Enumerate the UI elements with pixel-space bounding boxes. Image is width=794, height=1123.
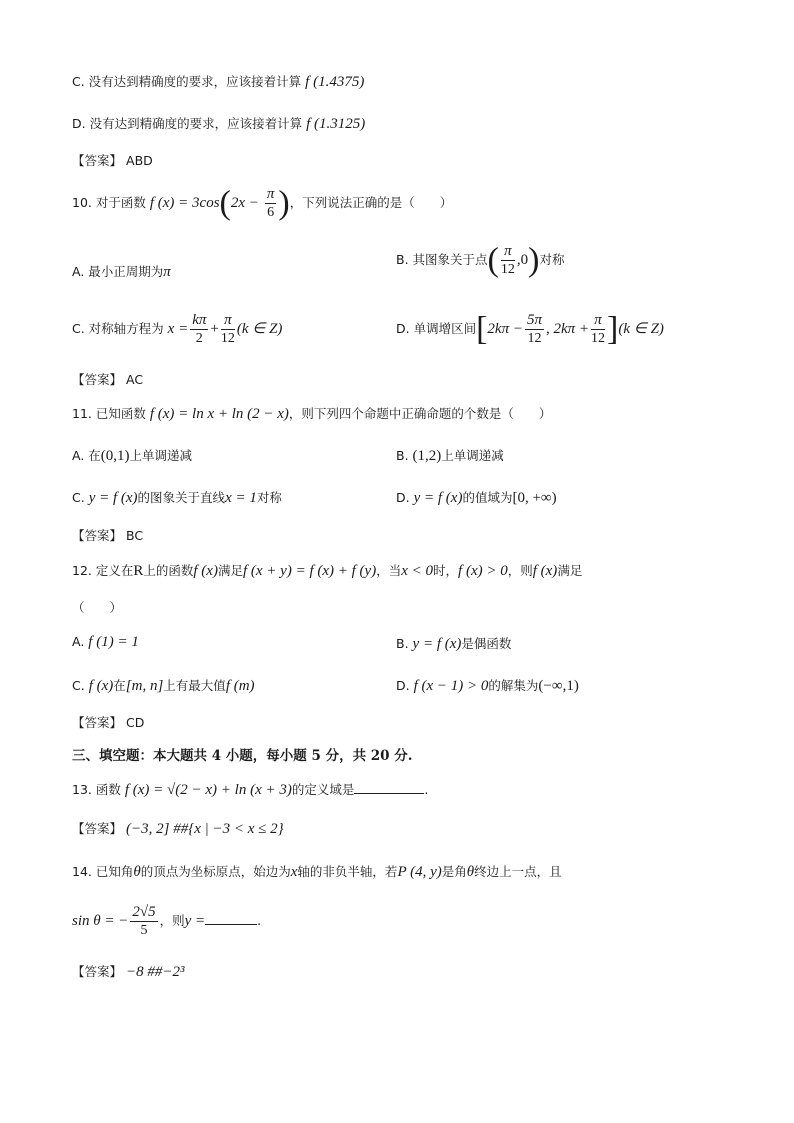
q14-stem-text: 的顶点为坐标原点，始边为 [140,864,291,879]
q14-text: ，则 [159,913,185,928]
q12-stem-math: f (x) [532,563,558,579]
option-math: [m, n] [125,678,164,694]
q9-option-c-text: C. 没有达到精确度的要求，应该接着计算 [72,74,302,89]
q14-stem-math: θ [133,864,141,880]
option-text: C. [72,490,85,505]
q10-option-c [72,312,282,347]
option-math: x = 1 [225,490,257,506]
fraction-denominator: 2 [195,331,203,346]
q14-answer [72,962,185,981]
fraction-denominator: 12 [500,262,515,277]
q12-stem-text: 满足 [217,563,243,578]
option-text: D. [396,490,410,505]
fraction-numerator: kπ [192,312,207,328]
q11-option-b [396,446,504,465]
option-text: 对称 [256,490,282,505]
q14-stem-text: 终边上一点，且 [474,864,562,879]
fraction-denominator: 5 [140,923,148,938]
q10-stem-math: 2x − [230,195,259,211]
bracket-right: ] [607,310,619,348]
answer-label: 【答案】 [72,964,123,979]
bracket-left: [ [476,310,488,348]
option-math: (−∞,1) [538,678,579,694]
option-text: D. 单调增区间 [396,321,477,336]
option-math: y = f (x) [413,490,463,506]
q9-option-c-math: f (1.4375) [305,74,365,90]
fraction-denominator: 6 [267,205,275,220]
q12-stem-math: f (x) [193,563,218,579]
q14-math: sin θ = − [72,913,129,929]
q13-stem-text: . [424,782,429,797]
answer-value: −8 ##−2³ [126,964,185,980]
paren-right: ) [278,184,290,222]
q12-stem-text: 时， [433,563,459,578]
q10-stem-math: f (x) = 3cos [149,195,220,211]
option-text: 上单调递减 [441,448,504,463]
q11-stem-text: 11. 已知函数 [72,406,146,421]
paren-left: ( [219,184,231,222]
option-text: 对称 [539,252,565,267]
option-text: A. [72,634,85,649]
section-heading [72,744,412,764]
q11-option-d [396,488,557,507]
q9-option-d-math: f (1.3125) [306,116,366,132]
answer-label: 【答案】 [72,528,123,543]
q12-option-d [396,676,579,695]
option-text: A. 在 [72,448,101,463]
q11-option-a [72,446,192,465]
q9-option-d-text: D. 没有达到精确度的要求，应该接着计算 [72,116,303,131]
fraction-denominator: 12 [220,331,235,346]
q10-stem [72,186,452,221]
q14-stem-math: x [290,864,298,880]
answer-value: CD [126,715,145,730]
q12-paren [72,598,122,616]
q13-stem-text: 13. 函数 [72,782,121,797]
q11-stem-math: f (x) = ln x + ln (2 − x) [149,406,289,422]
option-text: 的值域为 [462,490,513,505]
q14-stem [72,862,562,881]
q12-stem-text: 满足 [557,563,583,578]
q13-stem-text: 的定义域是 [291,782,355,797]
fraction-numerator: 5π [526,312,542,328]
q13-stem-math: f (x) = √(2 − x) + ln (x + 3) [124,782,292,798]
fraction [501,243,515,278]
option-math: (k ∈ Z) [618,321,664,337]
q13-answer [72,819,284,838]
q9-option-d [72,114,365,133]
answer-label: 【答案】 [72,715,123,730]
q14-stem-math: P (4, y) [397,864,442,880]
option-math: 2kπ − [487,321,523,337]
fraction-numerator: π [221,312,235,330]
paren-right: ) [528,241,540,279]
q12-option-a [72,634,139,651]
paren-left: ( [487,241,499,279]
option-math: f (m) [225,678,255,694]
option-math: (1,2) [412,448,442,464]
option-text: 的图象关于直线 [137,490,226,505]
section-title: 三、填空题：本大题共 4 小题，每小题 5 分，共 20 分. [72,748,413,764]
q14-stem-text: 14. 已知角 [72,864,134,879]
fraction [190,312,208,347]
answer-label: 【答案】 [72,153,123,168]
q14-stem-text: 轴的非负半轴，若 [297,864,398,879]
fraction-denominator: 12 [527,331,542,346]
option-text: 上单调递减 [129,448,193,463]
q12-stem-text: ，当 [376,563,402,578]
option-text: B. 其图象关于点 [396,252,488,267]
option-math: (0,1) [100,448,130,464]
option-text: 在 [113,678,126,693]
answer-value: ABD [126,153,153,168]
fraction-denominator: 12 [591,331,606,346]
option-math: f (1) = 1 [88,634,139,650]
q11-option-c [72,488,282,507]
q9-option-c [72,72,364,91]
option-text: C. [72,678,85,693]
fraction [591,312,605,347]
fraction [525,312,544,347]
q14-text: . [257,913,262,928]
option-text: 的解集为 [488,678,539,693]
q12-stem [72,561,582,580]
q14-stem-text: 是角 [441,864,467,879]
q10-option-b [396,243,564,278]
option-text: 是偶函数 [461,636,512,651]
q10-answer [72,370,143,388]
option-math: f (x − 1) > 0 [413,678,489,694]
q11-stem-text: ，则下列四个命题中正确命题的个数是（ ） [288,406,552,421]
q10-option-d [396,312,664,347]
fraction [221,312,235,347]
option-math: y = f (x) [88,490,138,506]
fraction [265,186,277,221]
option-math: , 2kπ + [545,321,590,337]
option-math: [0, +∞) [512,490,557,506]
q12-stem-text: 12. 定义在 [72,563,134,578]
q11-answer [72,526,143,544]
q13-stem [72,780,428,799]
q11-stem [72,404,551,423]
q9-answer [72,151,153,169]
option-math: x = [167,321,189,337]
q12-stem-text: 上的函数 [143,563,194,578]
fraction-numerator: 2√5 [132,904,156,920]
q14-line2 [72,904,261,939]
answer-paren: （ ） [72,600,123,615]
q10-stem-text: 10. 对于函数 [72,195,146,210]
fraction [130,904,157,939]
answer-value: AC [126,372,144,387]
q14-stem-math: θ [466,864,475,880]
q12-option-c [72,676,255,695]
q12-answer [72,713,144,731]
fraction-numerator: π [501,243,515,261]
option-math: y = f (x) [412,636,462,652]
fill-in-blank [205,912,257,925]
option-text: B. [396,448,409,463]
q12-stem-math: R [133,563,144,579]
answer-label: 【答案】 [72,372,123,387]
fraction-numerator: π [266,186,275,202]
q12-stem-math: x < 0 [401,563,434,579]
option-math: π [163,264,171,280]
option-math: (k ∈ Z) [236,321,283,337]
q12-stem-text: ，则 [507,563,533,578]
option-math: ,0 [516,252,529,268]
option-text: B. [396,636,409,651]
fill-in-blank [354,781,424,794]
option-math: f (x) [88,678,114,694]
q10-stem-text: ，下列说法正确的是（ ） [289,195,453,210]
option-text: C. 对称轴方程为 [72,321,164,336]
q10-option-a [72,262,171,281]
q14-math: y = [184,913,206,929]
option-text: 上有最大值 [163,678,226,693]
option-text: A. 最小正周期为 [72,264,164,279]
q12-stem-math: f (x) > 0 [458,563,508,579]
answer-label: 【答案】 [72,821,123,836]
q12-option-b [396,634,511,653]
answer-value: (−3, 2] ##{x | −3 < x ≤ 2} [126,821,284,837]
answer-value: BC [126,528,144,543]
option-text: D. [396,678,410,693]
fraction-numerator: π [591,312,605,330]
option-math: + [210,321,219,337]
q12-stem-math: f (x + y) = f (x) + f (y) [242,563,377,579]
